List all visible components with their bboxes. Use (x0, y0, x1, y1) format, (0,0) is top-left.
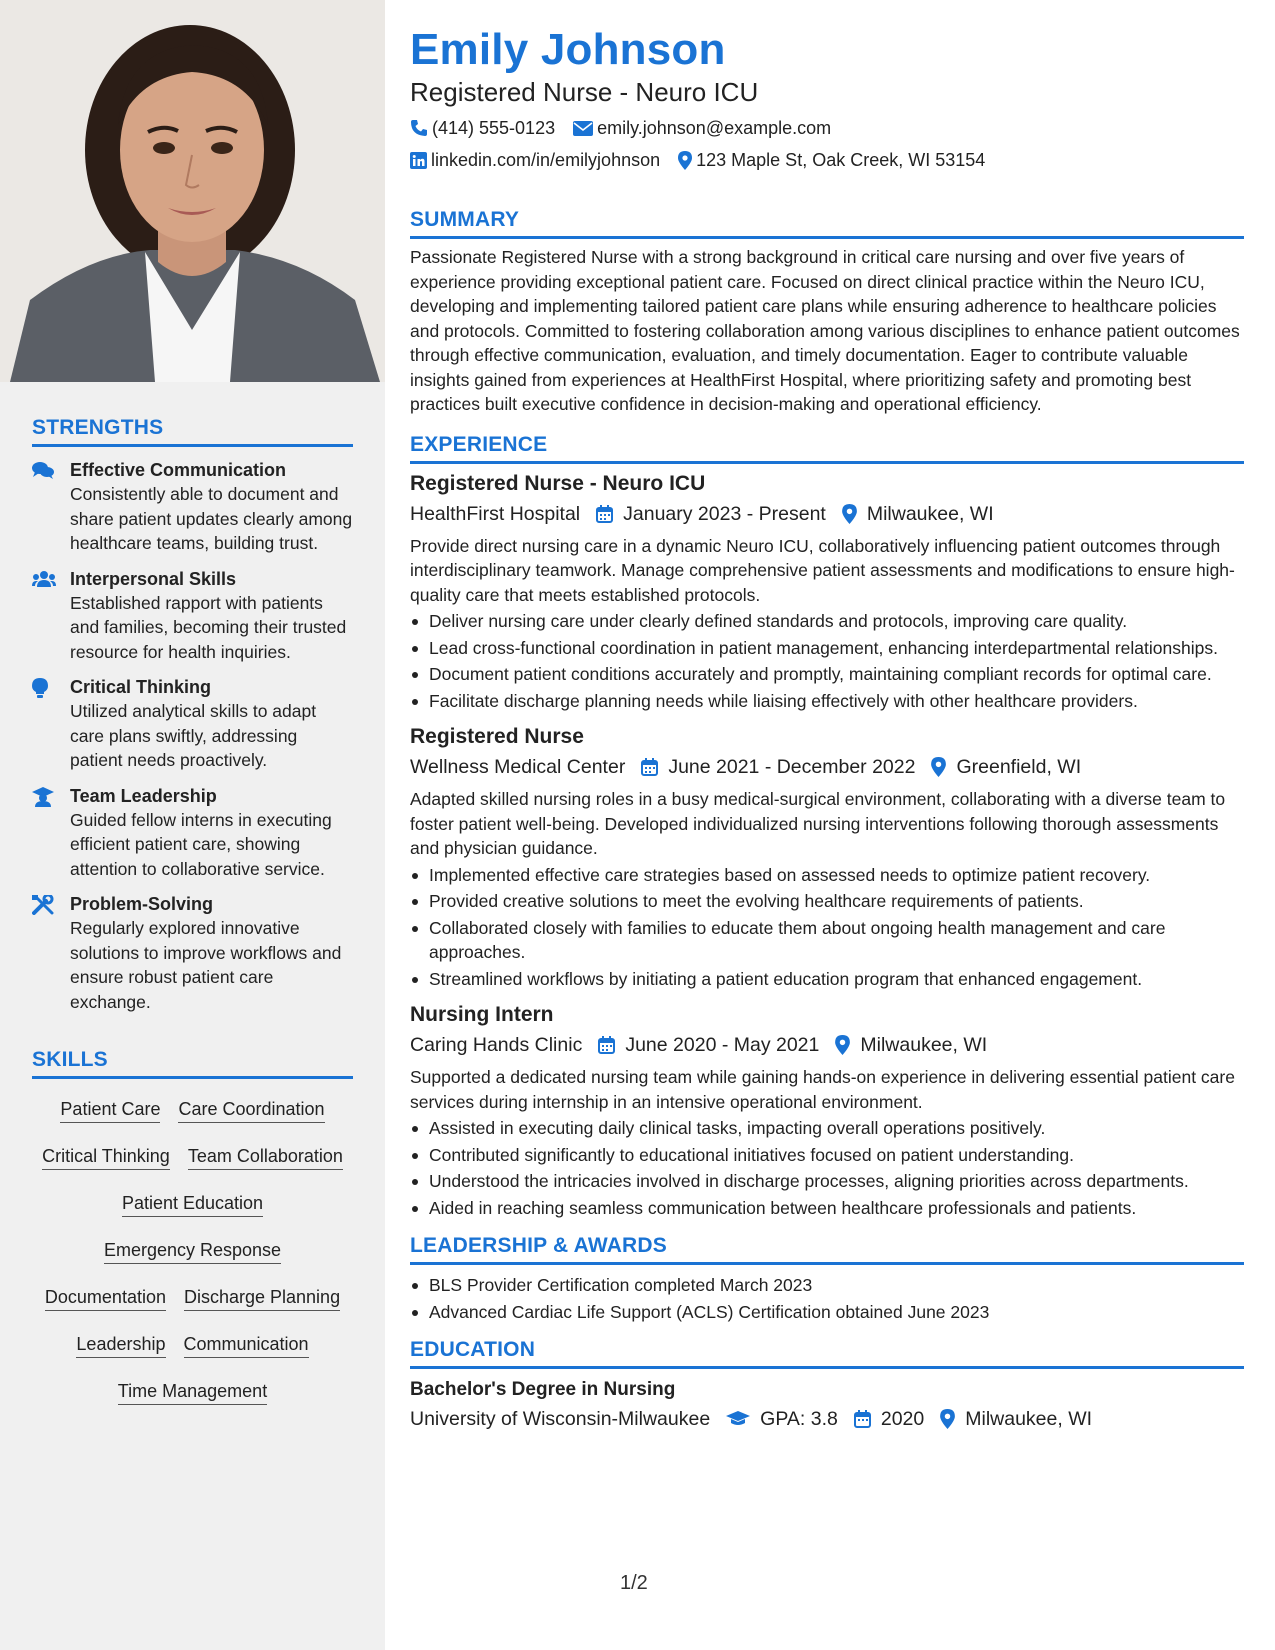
calendar-icon (596, 505, 613, 523)
strength-title: Effective Communication (70, 460, 287, 480)
skill-tag: Patient Care (60, 1089, 160, 1123)
job-entry (410, 1001, 1244, 1220)
strength-desc: Regularly explored innovative solutions to improve workflows and ensure robust patient care exchange. (70, 918, 342, 1012)
linkedin-contact[interactable] (410, 148, 660, 172)
list-item: Collaborated closely with families to educate them about ongoing health management and care approaches. (410, 916, 1244, 965)
list-item: BLS Provider Certification completed March 2023 (410, 1273, 1244, 1298)
graduation-cap-icon (726, 1411, 750, 1427)
strength-item (32, 676, 353, 773)
job-title: Nursing Intern (410, 1003, 554, 1026)
strength-title: Interpersonal Skills (70, 568, 237, 589)
list-item: Document patient conditions accurately and promptly, maintaining compliant records for optimal care. (410, 662, 1244, 687)
job-dates: January 2023 - Present (623, 502, 826, 525)
experience-section (410, 433, 1244, 1221)
strengths-section (0, 416, 385, 1014)
job-dates: June 2020 - May 2021 (625, 1034, 820, 1056)
list-item: Understood the intricacies involved in discharge processes, aligning priorities across departments. (410, 1169, 1244, 1194)
job-employer: Wellness Medical Center (410, 756, 626, 778)
gpa-text: GPA: 3.8 (760, 1408, 838, 1430)
job-employer: HealthFirst Hospital (410, 502, 581, 525)
tools-icon (32, 893, 70, 1014)
strength-desc: Guided fellow interns in executing efficient patient care, showing attention to collaborative service. (70, 809, 332, 879)
skill-tag: Team Collaboration (188, 1136, 343, 1170)
strengths-heading: STRENGTHS (32, 416, 353, 447)
calendar-icon (598, 1036, 615, 1054)
skill-tag: Time Management (118, 1371, 267, 1405)
lightbulb-icon (32, 676, 70, 773)
calendar-icon (641, 758, 658, 776)
phone-contact[interactable] (410, 116, 555, 140)
list-item: Streamlined workflows by initiating a patient education program that enhanced engagement. (410, 967, 1244, 992)
job-location: Milwaukee, WI (866, 502, 994, 525)
school-location: Milwaukee, WI (965, 1408, 1093, 1430)
strength-desc: Established rapport with patients and families, becoming their trusted resource for health inquiries. (70, 592, 347, 662)
sidebar (0, 0, 385, 1650)
map-pin-icon (835, 1035, 850, 1055)
job-entry (410, 723, 1244, 991)
skills-section (0, 1048, 385, 1418)
email-text: emily.johnson@example.com (597, 118, 832, 138)
contact-row-2 (410, 148, 1244, 172)
skill-tag: Patient Education (122, 1183, 263, 1217)
map-pin-icon (678, 151, 692, 170)
list-item: Deliver nursing care under clearly defined standards and protocols, improving care quality. (410, 609, 1244, 634)
email-contact[interactable] (573, 116, 831, 140)
contact-row-1 (410, 116, 1244, 140)
job-bullets (410, 1116, 1244, 1220)
strength-title: Critical Thinking (70, 677, 212, 697)
candidate-role: Registered Nurse - Neuro ICU (410, 77, 759, 107)
envelope-icon (573, 121, 593, 136)
map-pin-icon (940, 1409, 955, 1429)
school-name: University of Wisconsin-Milwaukee (410, 1408, 711, 1430)
strength-desc: Utilized analytical skills to adapt care plans swiftly, addressing patient needs proactively. (70, 701, 317, 770)
strength-item (32, 893, 353, 1014)
skill-tag: Critical Thinking (42, 1136, 170, 1170)
candidate-name: Emily Johnson (410, 25, 726, 74)
job-title: Registered Nurse (410, 725, 584, 748)
experience-heading: EXPERIENCE (410, 433, 1244, 464)
job-dates: June 2021 - December 2022 (668, 756, 916, 778)
education-heading: EDUCATION (410, 1338, 1244, 1369)
calendar-icon (854, 1410, 871, 1428)
skills-heading: SKILLS (32, 1048, 353, 1079)
profile-photo (0, 0, 385, 382)
list-item: Aided in reaching seamless communication between healthcare professionals and patients. (410, 1196, 1244, 1221)
job-bullets (410, 863, 1244, 992)
list-item: Assisted in executing daily clinical tasks, impacting overall operations positively. (410, 1116, 1244, 1141)
job-employer: Caring Hands Clinic (410, 1034, 583, 1056)
users-icon (32, 568, 70, 665)
strength-item (32, 785, 353, 882)
summary-section (410, 208, 1244, 417)
phone-text: (414) 555-0123 (432, 118, 556, 138)
skill-tag: Documentation (45, 1277, 166, 1311)
job-description: Provide direct nursing care in a dynamic Neuro ICU, collaboratively influencing patient outcomes through interdisciplinary teamwork. Manage comprehensive patient assessments and modifications to ensure high-quality care that meets established protocols. (410, 535, 1235, 605)
job-description: Adapted skilled nursing roles in a busy medical-surgical environment, collaborating with a diverse team to foster patient well-being. Developed individualized nursing interventions following thorough assessments and physician guidance. (410, 789, 1226, 858)
teacher-icon (32, 785, 70, 882)
map-pin-icon (842, 504, 857, 524)
chat-bubbles-icon (32, 459, 70, 556)
list-item: Advanced Cardiac Life Support (ACLS) Certification obtained June 2023 (410, 1300, 1244, 1325)
job-title: Registered Nurse - Neuro ICU (410, 471, 706, 495)
strength-item (32, 459, 353, 556)
list-item: Facilitate discharge planning needs while liaising effectively with other healthcare providers. (410, 689, 1244, 714)
skill-tag: Emergency Response (104, 1230, 281, 1264)
page-number: 1/2 (620, 1572, 648, 1594)
skill-tag: Care Coordination (178, 1089, 324, 1123)
map-pin-icon (931, 757, 946, 777)
linkedin-icon (410, 152, 427, 169)
address-contact (678, 148, 985, 172)
job-entry (410, 470, 1244, 714)
summary-heading: SUMMARY (410, 208, 1244, 239)
strength-desc: Consistently able to document and share patient updates clearly among healthcare teams, building trust. (70, 484, 353, 553)
strength-item (32, 568, 353, 665)
leadership-heading: LEADERSHIP & AWARDS (410, 1234, 1244, 1265)
job-description: Supported a dedicated nursing team while gaining hands-on experience in delivering essential patient care services during internship in an intensive operational environment. (410, 1067, 1235, 1112)
graduation-year: 2020 (880, 1408, 925, 1430)
list-item: Contributed significantly to educational initiatives focused on patient understanding. (410, 1143, 1244, 1168)
linkedin-text: linkedin.com/in/emilyjohnson (431, 150, 661, 170)
education-section (410, 1338, 1244, 1433)
phone-icon (410, 119, 428, 137)
job-bullets (410, 609, 1244, 713)
list-item: Lead cross-functional coordination in patient management, enhancing interdepartmental relationships. (410, 636, 1244, 661)
leadership-section (410, 1234, 1244, 1324)
job-location: Milwaukee, WI (860, 1034, 988, 1056)
list-item: Provided creative solutions to meet the evolving healthcare requirements of patients. (410, 889, 1244, 914)
address-text: 123 Maple St, Oak Creek, WI 53154 (696, 150, 986, 170)
leadership-list (410, 1273, 1244, 1324)
strength-title: Problem-Solving (70, 894, 214, 914)
skill-tag: Leadership (76, 1324, 165, 1358)
skill-tag: Communication (184, 1324, 309, 1358)
summary-text: Passionate Registered Nurse with a strong background in critical care nursing and over five years of experience providing exceptional patient care. Focused on direct clinical practice within the Neuro ICU, developing and implementing tailored patient care plans while ensuring adherence to healthcare policies and protocols. Committed to fostering collaboration among various disciplines to enhance patient outcomes through effective communication, evaluation, and timely documentation. Eager to contribute valuable insights gained from experiences at HealthFirst Hospital, where prioritizing safety and promoting best practices built executive confidence in decision-making and operational efficiency. (410, 247, 1240, 414)
skill-tag: Discharge Planning (184, 1277, 340, 1311)
strength-title: Team Leadership (70, 785, 217, 806)
job-location: Greenfield, WI (956, 756, 1082, 778)
list-item: Implemented effective care strategies based on assessed needs to optimize patient recovery. (410, 863, 1244, 888)
main-content (410, 0, 1244, 1433)
degree-title: Bachelor's Degree in Nursing (410, 1379, 676, 1400)
